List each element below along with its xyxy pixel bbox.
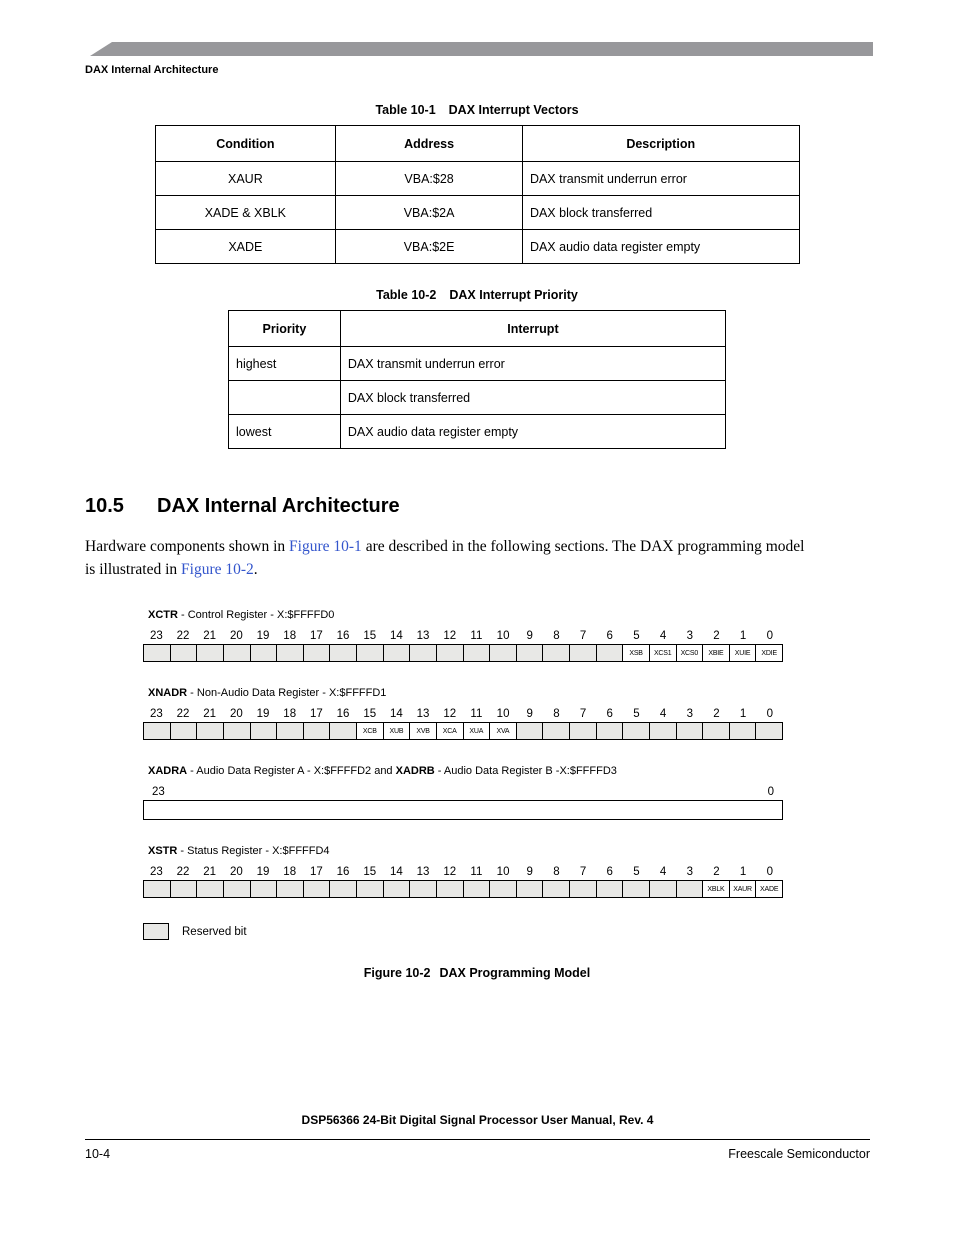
table-title: DAX Interrupt Priority [449, 288, 578, 302]
bit-number: 6 [606, 708, 613, 720]
bit-cells-row [143, 644, 783, 662]
reserved-bit-cell [649, 722, 677, 740]
reserved-bit-cell [649, 880, 677, 898]
reserved-bit-cell [489, 644, 517, 662]
table-cell: XADE & XBLK [155, 196, 336, 230]
reserved-bit-cell [303, 722, 331, 740]
bit-numbers-row [143, 630, 783, 642]
reserved-bit-cell [463, 880, 491, 898]
bit-cell-xbie: XBIE [702, 644, 730, 662]
register-name: XADRA [148, 765, 188, 777]
bit-number: 9 [526, 630, 533, 642]
bit-number: 22 [176, 866, 190, 878]
bit-number: 16 [336, 708, 350, 720]
footer-manual-title: DSP56366 24-Bit Digital Signal Processor User Manual, Rev. 4 [301, 1113, 654, 1127]
reserved-bit-cell [143, 722, 171, 740]
reserved-bit-cell [542, 880, 570, 898]
bit-cell-xade: XADE [755, 880, 783, 898]
reserved-bit-cell [569, 722, 597, 740]
header-row [155, 126, 799, 162]
reserved-bit-cell [383, 644, 411, 662]
table-cell: VBA:$2E [336, 230, 523, 264]
table-10-2-caption [0, 288, 954, 302]
reserved-bit-cell [729, 722, 757, 740]
bit-number: 11 [470, 708, 483, 720]
bit-number: 4 [659, 630, 667, 642]
table-row [155, 230, 799, 264]
bit-number: 3 [686, 866, 693, 878]
bit-numbers-row [143, 786, 783, 798]
table-row [229, 415, 726, 449]
register-name: XNADR [148, 687, 188, 699]
reserved-bit-cell [196, 644, 224, 662]
reserved-bit-cell [569, 880, 597, 898]
register-block [143, 765, 783, 820]
table-title: DAX Interrupt Vectors [448, 103, 579, 117]
reserved-bit-cell [170, 880, 198, 898]
bit-number: 12 [443, 866, 457, 878]
register-description: - Control Register - X:$FFFFD0 [177, 609, 335, 621]
table-cell: XADE [155, 230, 336, 264]
bit-number: 0 [766, 630, 773, 642]
bit-number: 22 [176, 630, 190, 642]
register-name: XCTR [148, 609, 178, 621]
bit-cell-xva: XVA [489, 722, 517, 740]
register-title [148, 765, 783, 777]
bit-number: 7 [579, 708, 587, 720]
table-cell: DAX audio data register empty [340, 415, 725, 449]
reserved-bit-cell [516, 880, 544, 898]
bit-number: 14 [389, 866, 403, 878]
table-cell: DAX audio data register empty [522, 230, 799, 264]
reserved-bit-cell [276, 722, 304, 740]
bit-number: 17 [309, 866, 323, 878]
bit-number: 6 [606, 630, 613, 642]
bit-number: 7 [579, 630, 587, 642]
bit-number: 3 [686, 630, 693, 642]
register-description: - Status Register - X:$FFFFD4 [177, 845, 330, 857]
bit-cells-row [143, 880, 783, 898]
reserved-bit-cell [250, 644, 278, 662]
bit-number: 12 [443, 708, 457, 720]
reserved-bit-cell [250, 880, 278, 898]
bit-number: 6 [606, 866, 613, 878]
data-bits-cell [143, 800, 783, 820]
bit-number: 16 [336, 866, 350, 878]
running-header: DAX Internal Architecture [85, 64, 219, 76]
reserved-bit-cell [303, 644, 331, 662]
bit-number: 10 [496, 708, 510, 720]
reserved-bit-cell [622, 722, 650, 740]
bit-number: 18 [283, 630, 297, 642]
register-description: - Non-Audio Data Register - X:$FFFFD1 [187, 687, 387, 699]
footer-page-number: 10-4 [85, 1147, 111, 1161]
paragraph-text: . [253, 560, 258, 578]
reserved-bit-cell [276, 880, 304, 898]
table-label: Table 10-1 [375, 103, 436, 117]
bit-number: 19 [256, 866, 270, 878]
reserved-bit-cell [196, 880, 224, 898]
figure-title: DAX Programming Model [439, 966, 591, 980]
bit-number: 15 [363, 630, 377, 642]
table-cell: XAUR [155, 162, 336, 196]
reserved-bit-cell [329, 644, 357, 662]
bit-number: 8 [553, 866, 560, 878]
table-cell: lowest [229, 415, 341, 449]
bit-number: 10 [496, 630, 510, 642]
bit-number: 13 [416, 866, 430, 878]
section-number: 10.5 [85, 495, 124, 517]
bit-number: 17 [309, 708, 323, 720]
reserved-bit-cell [542, 644, 570, 662]
bit-number: 14 [389, 630, 403, 642]
bit-cells-row [143, 722, 783, 740]
register-description: - Audio Data Register B -X:$FFFFD3 [434, 765, 617, 777]
section-title: DAX Internal Architecture [157, 495, 400, 517]
bit-number: 11 [470, 866, 483, 878]
register-block [143, 845, 783, 898]
reserved-bit-cell [596, 880, 624, 898]
top-banner-graphic [90, 42, 873, 56]
bit-number: 21 [203, 708, 217, 720]
table-row [155, 196, 799, 230]
bit-number: 21 [203, 630, 217, 642]
reserved-bit-cell [436, 880, 464, 898]
table-row [229, 347, 726, 381]
bit-number: 15 [363, 708, 377, 720]
bit-number: 0 [766, 708, 773, 720]
reserved-bit-cell [516, 722, 544, 740]
reserved-bit-cell [489, 880, 517, 898]
dax-interrupt-priority-table [228, 310, 726, 449]
bit-number: 20 [229, 708, 243, 720]
bit-cell-xcs0: XCS0 [676, 644, 704, 662]
bit-number: 14 [389, 708, 403, 720]
page-footer [85, 1113, 870, 1161]
bit-number: 20 [229, 866, 243, 878]
reserved-bit-legend [143, 923, 783, 940]
column-header: Interrupt [340, 311, 725, 347]
figure-caption [0, 966, 954, 980]
column-header: Condition [155, 126, 336, 162]
column-header: Description [522, 126, 799, 162]
bit-number: 8 [553, 630, 560, 642]
table-cell: highest [229, 347, 341, 381]
bit-number: 10 [496, 866, 510, 878]
reserved-bit-cell [170, 722, 198, 740]
reserved-bit-cell [676, 880, 704, 898]
bit-number: 4 [659, 866, 667, 878]
bit-cell-xcs1: XCS1 [649, 644, 677, 662]
bit-cell-xblk: XBLK [702, 880, 730, 898]
bit-number: 5 [633, 708, 640, 720]
reserved-bit-cell [223, 880, 251, 898]
register-block [143, 609, 783, 662]
reserved-bit-cell [223, 644, 251, 662]
table-10-1-caption [0, 103, 954, 117]
dax-interrupt-vectors-table [155, 125, 800, 264]
paragraph-text: Hardware components shown in [85, 538, 290, 555]
bit-number: 21 [203, 866, 217, 878]
bit-number: 0 [767, 786, 774, 798]
reserved-bit-cell [250, 722, 278, 740]
bit-number: 12 [443, 630, 457, 642]
bit-number: 1 [739, 630, 747, 642]
bit-number: 9 [526, 866, 533, 878]
bit-number: 23 [149, 630, 163, 642]
footer-divider [85, 1139, 870, 1140]
register-title [148, 687, 783, 699]
bit-cell-xca: XCA [436, 722, 464, 740]
reserved-bit-cell [356, 644, 384, 662]
bit-number: 11 [470, 630, 483, 642]
paragraph-text: are described in the following sections. The DAX programming model is illustrated in [85, 538, 805, 578]
register-block [143, 687, 783, 740]
reserved-bit-cell [409, 644, 437, 662]
reserved-bit-cell [463, 644, 491, 662]
bit-numbers-row [143, 708, 783, 720]
column-header: Priority [229, 311, 341, 347]
legend-label: Reserved bit [182, 925, 247, 938]
bit-cell-xvb: XVB [409, 722, 437, 740]
section-heading [85, 495, 954, 518]
table-cell: VBA:$2A [336, 196, 523, 230]
bit-number: 15 [363, 866, 377, 878]
reserved-bit-cell [223, 722, 251, 740]
bit-number: 5 [633, 866, 640, 878]
reserved-bit-cell [516, 644, 544, 662]
bit-number: 23 [152, 786, 165, 798]
bit-number: 18 [283, 866, 297, 878]
reserved-bit-cell [596, 722, 624, 740]
body-paragraph [85, 536, 810, 581]
reserved-bit-cell [329, 722, 357, 740]
reserved-bit-cell [383, 880, 411, 898]
table-cell [229, 381, 341, 415]
reserved-bit-cell [542, 722, 570, 740]
bit-number: 4 [659, 708, 667, 720]
reserved-bit-cell [676, 722, 704, 740]
bit-cell-xcb: XCB [356, 722, 384, 740]
register-title [148, 845, 783, 857]
bit-number: 8 [553, 708, 560, 720]
reserved-bit-cell [170, 644, 198, 662]
table-label: Table 10-2 [376, 288, 437, 302]
bit-number: 3 [686, 708, 693, 720]
bit-number: 19 [256, 630, 270, 642]
bit-number: 5 [633, 630, 640, 642]
register-title [148, 609, 783, 621]
footer-row [85, 1147, 870, 1161]
bit-number: 23 [149, 866, 163, 878]
table-cell: DAX transmit underrun error [340, 347, 725, 381]
bit-number: 9 [526, 708, 533, 720]
bit-number: 17 [309, 630, 323, 642]
reserved-bit-cell [303, 880, 331, 898]
reserved-bit-cell [569, 644, 597, 662]
register-name: XSTR [148, 845, 178, 857]
reserved-bit-cell [276, 644, 304, 662]
table-cell: DAX block transferred [340, 381, 725, 415]
header-row [229, 311, 726, 347]
bit-number: 20 [229, 630, 243, 642]
bit-number: 22 [176, 708, 190, 720]
register-name: XADRB [395, 765, 435, 777]
bit-cell-xua: XUA [463, 722, 491, 740]
reserved-bit-cell [702, 722, 730, 740]
legend-wrap [143, 923, 783, 940]
figure-xref-link[interactable]: Figure 10-2 [181, 560, 254, 578]
bit-cell-xsb: XSB [622, 644, 650, 662]
footer-company: Freescale Semiconductor [728, 1147, 870, 1161]
reserved-bit-cell [596, 644, 624, 662]
bit-number: 19 [256, 708, 270, 720]
table-cell: VBA:$28 [336, 162, 523, 196]
register-description: - Audio Data Register A - X:$FFFFD2 and [187, 765, 396, 777]
bit-number: 13 [416, 708, 430, 720]
bit-cell-xdie: XDIE [755, 644, 783, 662]
reserved-bit-cell [329, 880, 357, 898]
figure-label: Figure 10-2 [363, 966, 431, 980]
reserved-bit-cell [622, 880, 650, 898]
reserved-bit-cell [143, 644, 171, 662]
reserved-bit-cell [755, 722, 783, 740]
table-cell: DAX transmit underrun error [522, 162, 799, 196]
reserved-bit-cell [143, 880, 171, 898]
column-header: Address [336, 126, 523, 162]
table-row [229, 381, 726, 415]
bit-number: 18 [283, 708, 297, 720]
page-content [0, 103, 954, 980]
reserved-bit-cell [196, 722, 224, 740]
reserved-bit-swatch [143, 923, 169, 940]
bit-cell-xub: XUB [383, 722, 411, 740]
register-diagrams [143, 609, 783, 898]
bit-number: 0 [766, 866, 773, 878]
bit-number: 2 [713, 630, 720, 642]
bit-number: 2 [713, 866, 720, 878]
bit-cell-xaur: XAUR [729, 880, 757, 898]
table-cell: DAX block transferred [522, 196, 799, 230]
bit-number: 7 [579, 866, 587, 878]
bit-cell-xuie: XUIE [729, 644, 757, 662]
reserved-bit-cell [409, 880, 437, 898]
bit-numbers-row [143, 866, 783, 878]
bit-cells-row [143, 800, 783, 820]
bit-number: 1 [739, 708, 747, 720]
reserved-bit-cell [436, 644, 464, 662]
table-row [155, 162, 799, 196]
reserved-bit-cell [356, 880, 384, 898]
bit-number: 23 [149, 708, 163, 720]
bit-number: 2 [713, 708, 720, 720]
bit-number: 1 [739, 866, 747, 878]
bit-number: 16 [336, 630, 350, 642]
figure-xref-link[interactable]: Figure 10-1 [289, 538, 362, 555]
bit-number: 13 [416, 630, 430, 642]
